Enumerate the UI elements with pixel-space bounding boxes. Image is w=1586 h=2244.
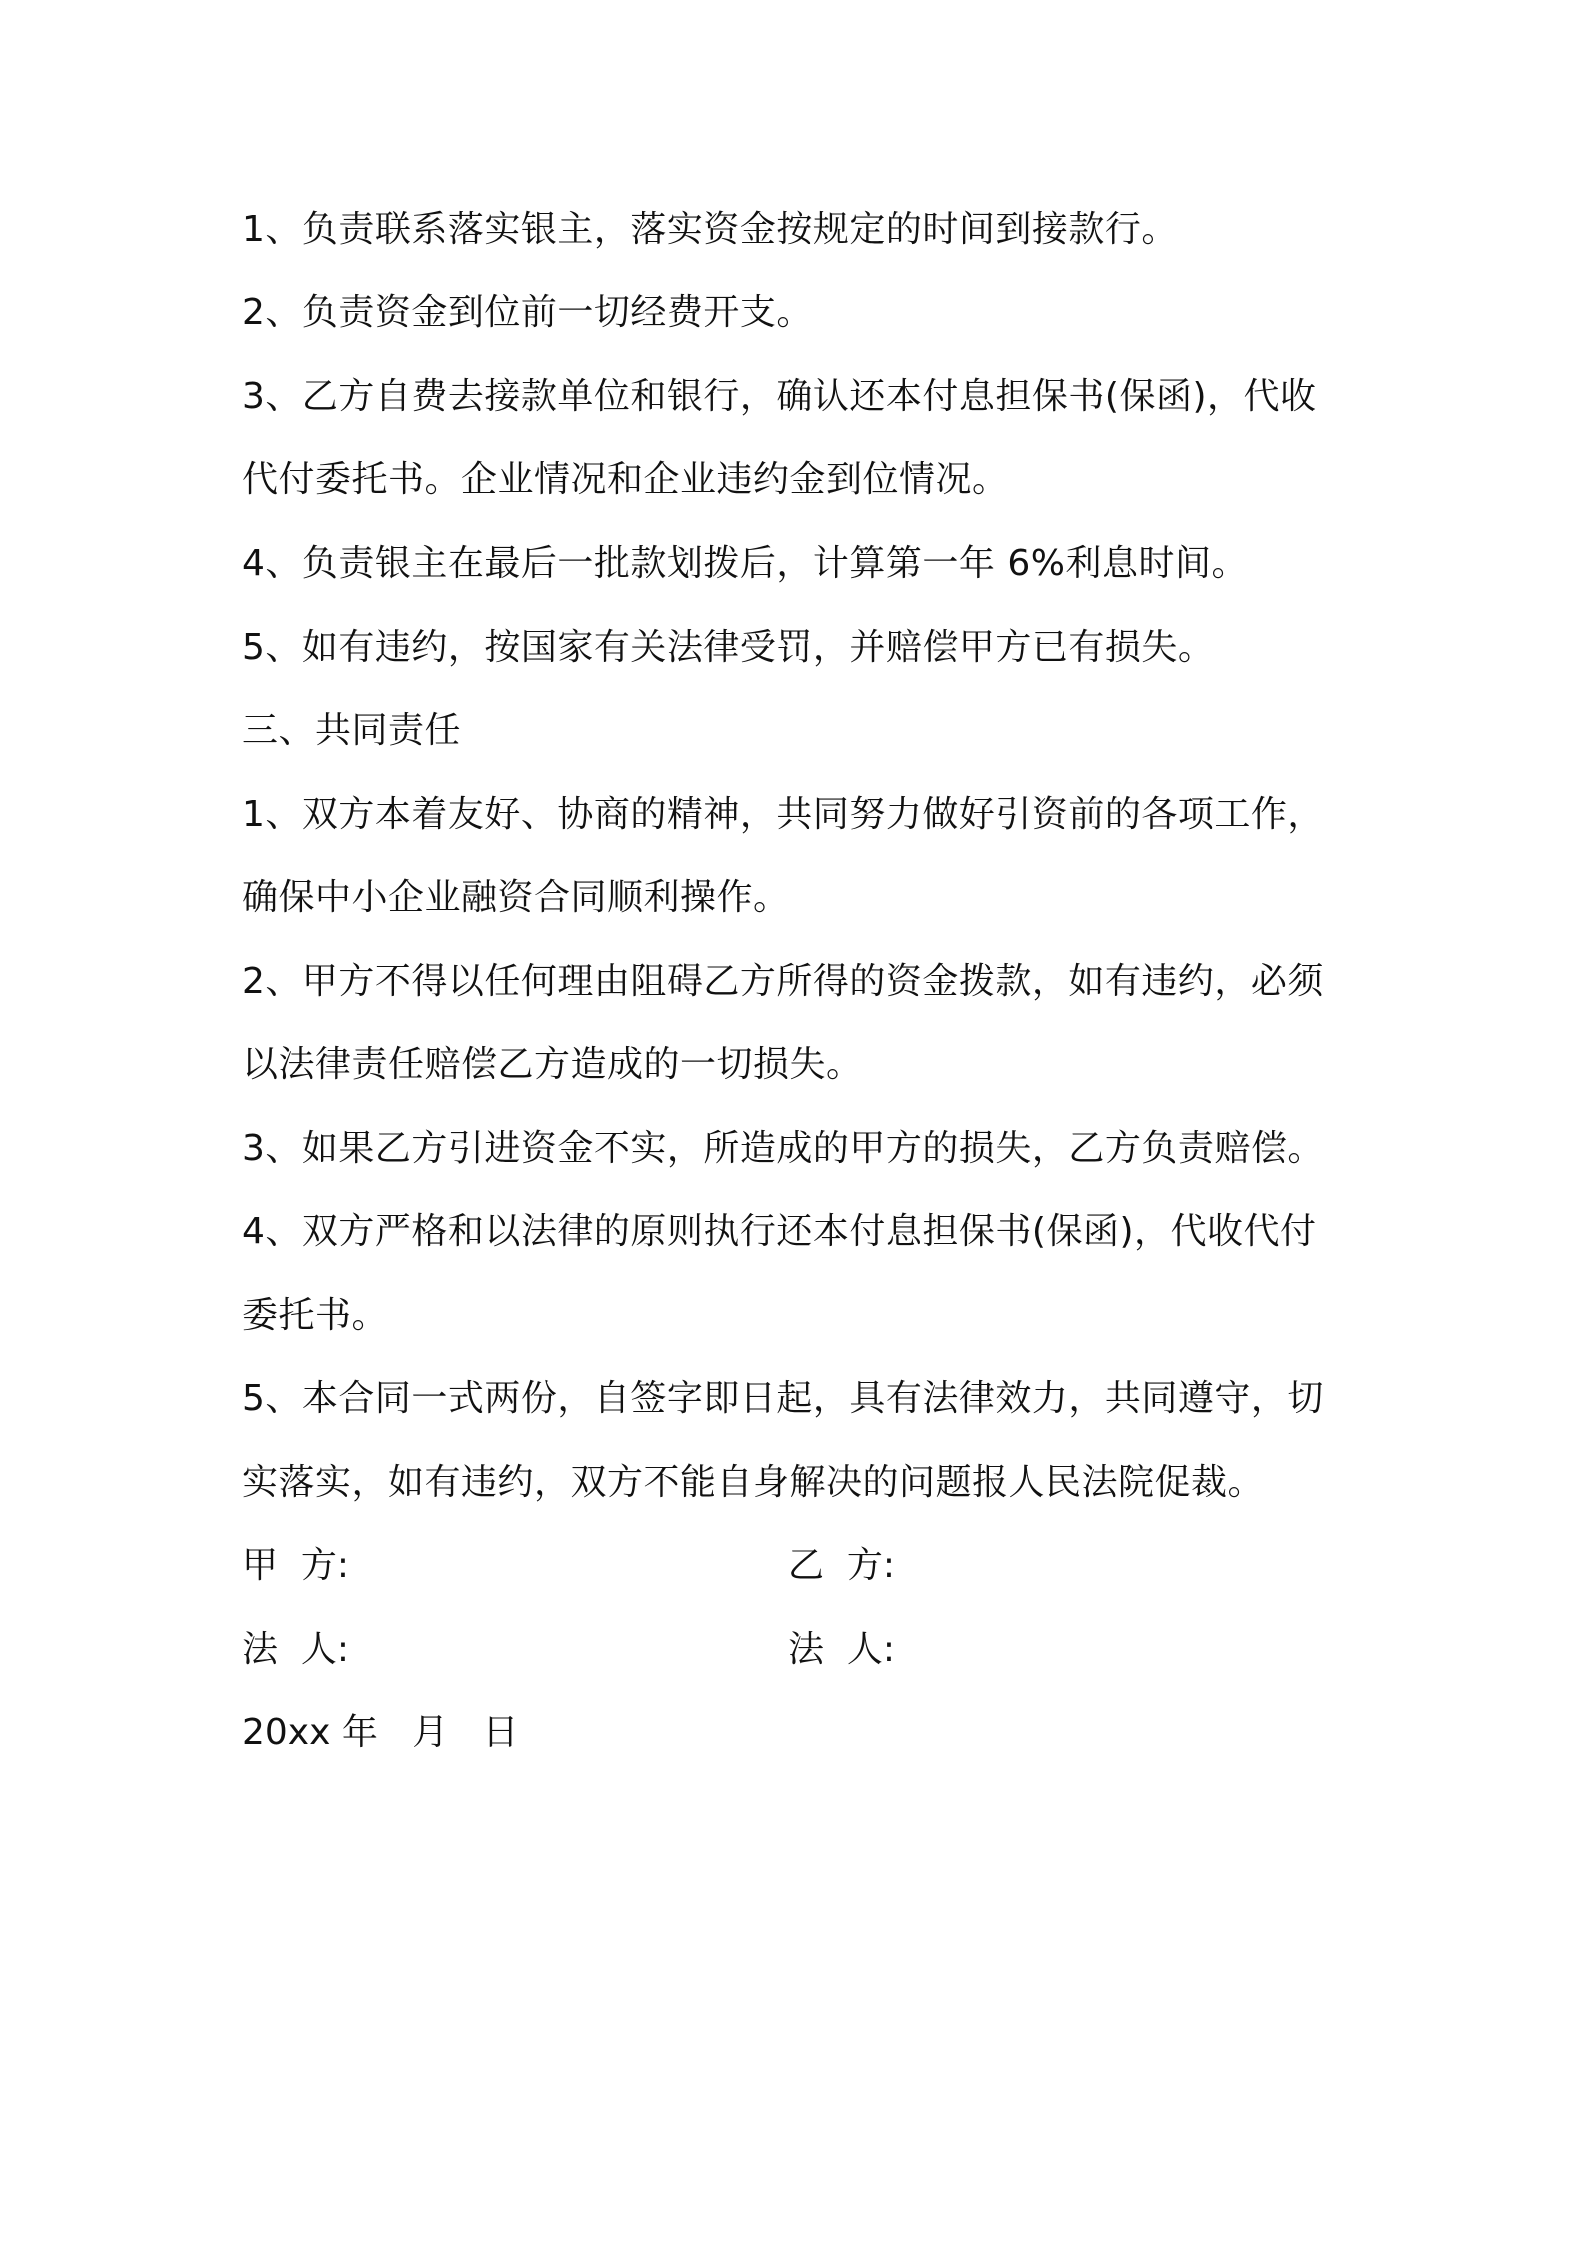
paragraph-line: 5、如有违约，按国家有关法律受罚，并赔偿甲方已有损失。 [242,627,1215,668]
paragraph-line: 2、负责资金到位前一切经费开支。 [242,292,813,333]
paragraph-line: 委托书。 [242,1295,389,1336]
legal-rep-a-label: 法 人: [242,1629,350,1670]
paragraph-line: 1、负责联系落实银主，落实资金按规定的时间到接款行。 [242,209,1178,250]
party-a-label: 甲 方: [242,1545,350,1586]
paragraph-line: 2、甲方不得以任何理由阻碍乙方所得的资金拨款，如有违约，必须 [242,961,1324,1002]
paragraph-line: 4、负责银主在最后一批款划拨后，计算第一年 6%利息时间。 [242,543,1248,584]
party-b-label: 乙 方: [788,1545,896,1586]
paragraph-line: 3、乙方自费去接款单位和银行，确认还本付息担保书(保函)，代收 [242,376,1317,417]
section-heading: 三、共同责任 [242,710,462,751]
paragraph-line: 5、本合同一式两份，自签字即日起，具有法律效力，共同遵守，切 [242,1378,1324,1419]
legal-rep-b-label: 法 人: [788,1629,896,1670]
paragraph-line: 4、双方严格和以法律的原则执行还本付息担保书(保函)，代收代付 [242,1211,1317,1252]
paragraph-line: 以法律责任赔偿乙方造成的一切损失。 [242,1044,863,1085]
paragraph-line: 1、双方本着友好、协商的精神，共同努力做好引资前的各项工作， [242,794,1324,835]
paragraph-line: 代付委托书。企业情况和企业违约金到位情况。 [242,459,1009,500]
paragraph-line: 确保中小企业融资合同顺利操作。 [242,877,790,918]
paragraph-line: 实落实，如有违约，双方不能自身解决的问题报人民法院促裁。 [242,1462,1265,1503]
date-line: 20xx 年 月 日 [242,1712,519,1753]
paragraph-line: 3、如果乙方引进资金不实，所造成的甲方的损失，乙方负责赔偿。 [242,1128,1324,1169]
